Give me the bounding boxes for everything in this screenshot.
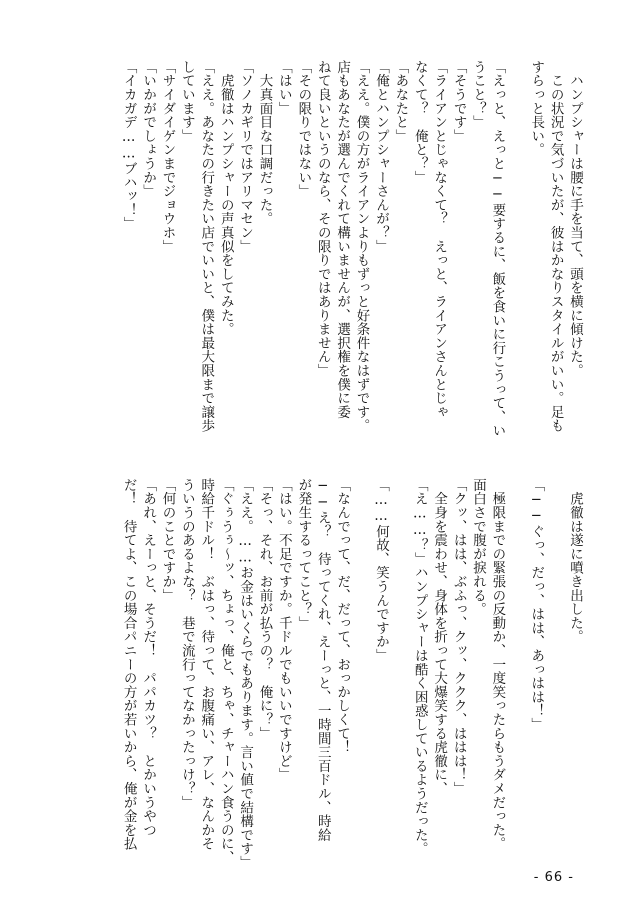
upper-text-line: 「ええ。僕の方がライアンよりもずっと好条件なはずです。 [353,60,370,433]
lower-text-block [36,478,584,868]
upper-text-line: 「いかがでしょうか」 [140,60,157,198]
upper-text-line: なくて？ 俺と？」 [411,60,428,185]
lower-text-line: 「クッ、はは、ぶふっ、クッ、ククク、ははは！」 [450,478,467,796]
upper-text-line: 店もあなたが選んでくれて構いませんが、選択権を僕に委 [334,60,351,419]
lower-text-line: 全身を震わせ、身体を折って大爆笑する虎徹に、 [431,478,448,796]
upper-text-line: 「その限りではない」 [295,60,312,198]
upper-text-line: ハンプシャーは腰に手を当て、頭を横に傾けた。 [567,60,583,378]
lower-text-line: が発生するってこと？」 [295,478,312,630]
page-number: - 66 - [533,870,574,885]
upper-text-line: ねて良いというのなら、その限りではありません」 [314,60,331,378]
upper-text-line: 「はい」 [275,60,292,116]
lower-text-line: 「そっ、それ、お前が払うの？ 俺に？」 [256,478,273,741]
upper-text-line: 「あなたと」 [392,60,409,143]
upper-text-line: うこと？」 [469,60,486,129]
lower-text-line: 「……何故、笑うんですか」 [372,478,389,663]
lower-text-line: 極限までの緊張の反動か、一度笑ったらもうダメだった。 [489,478,506,851]
lower-text-line: 「あれ、えーっと、そうだ！ パパカツ？ とかいうやつ [140,478,157,837]
upper-text-line: 「ソノカギリではアリマセン」 [237,60,254,254]
lower-text-line: 虎徹は遂に噴き出した。 [567,478,583,644]
lower-text-line [506,478,525,868]
lower-text-line: 面白さで腹が捩れる。 [469,478,486,616]
upper-text-line: 「えっと、えっと──要するに、飯を食いに行こうって、い [489,60,506,438]
upper-text-line: すらっと長い。 [528,60,545,157]
upper-text-line: 「サイダイゲンまでジョウホ」 [159,60,176,254]
upper-text-line: 虎徹はハンプシャーの声真似をしてみた。 [217,60,234,336]
upper-text-line [506,60,525,450]
lower-text-line: だ！ 待てよ、この場合パニーの方が若いから、俺が金を払 [120,478,137,851]
lower-text-line: 時給千ドル！ ぶはっ、待って、お腹痛い、アレ、なんかそ [198,478,215,851]
lower-text-line: 「はい。不足ですか。千ドルでもいいですけど」 [275,478,292,782]
upper-text-line: 「ええ。あなたの行きたい店でいいと、僕は最大限まで譲歩 [198,60,215,433]
upper-text-line: 「イカガデ……ブハッ！」 [120,60,137,231]
upper-text-line: しています」 [178,60,195,143]
lower-text-line: 「なんでって、だ、だって、おっかしくて！ [334,478,351,754]
lower-text-line: 「──ぐっ、だっ、はは、あっはは！」 [528,478,545,732]
upper-text-line: 大真面目な口調だった。 [256,60,273,226]
lower-text-line: 「ぐぅうぅ～ッ、ちょっ、俺と、ちゃ、チャーハン食うのに、 [217,478,234,865]
upper-text-line: 「そうです」 [450,60,467,143]
lower-text-line: ──え？ 待ってくれ、えーっと、一時間三百ドル、時給 [314,478,331,842]
lower-text-line: 「何のことですか」 [159,478,176,603]
lower-text-line: 「ええ。……お金はいくらでもあります。言い値で結構です」 [237,478,254,870]
lower-text-line: ういうのあるよな？ 巷で流行ってなかったっけ？」 [178,478,195,810]
lower-text-line [545,478,564,868]
upper-text-line: 「ライアンとじゃなくて？ えっと、ライアンさんとじゃ [431,60,448,419]
lower-text-line: 「え……？」ハンプシャーは酷く困惑しているようだった。 [411,478,428,856]
upper-text-block [36,60,584,450]
upper-text-line: この状況で気づいたが、彼はかなりスタイルがいい。足も [547,60,564,433]
lower-text-line [390,478,409,868]
upper-text-line: 「俺とハンプシャーさんが？」 [372,60,389,254]
lower-text-line [351,478,370,868]
